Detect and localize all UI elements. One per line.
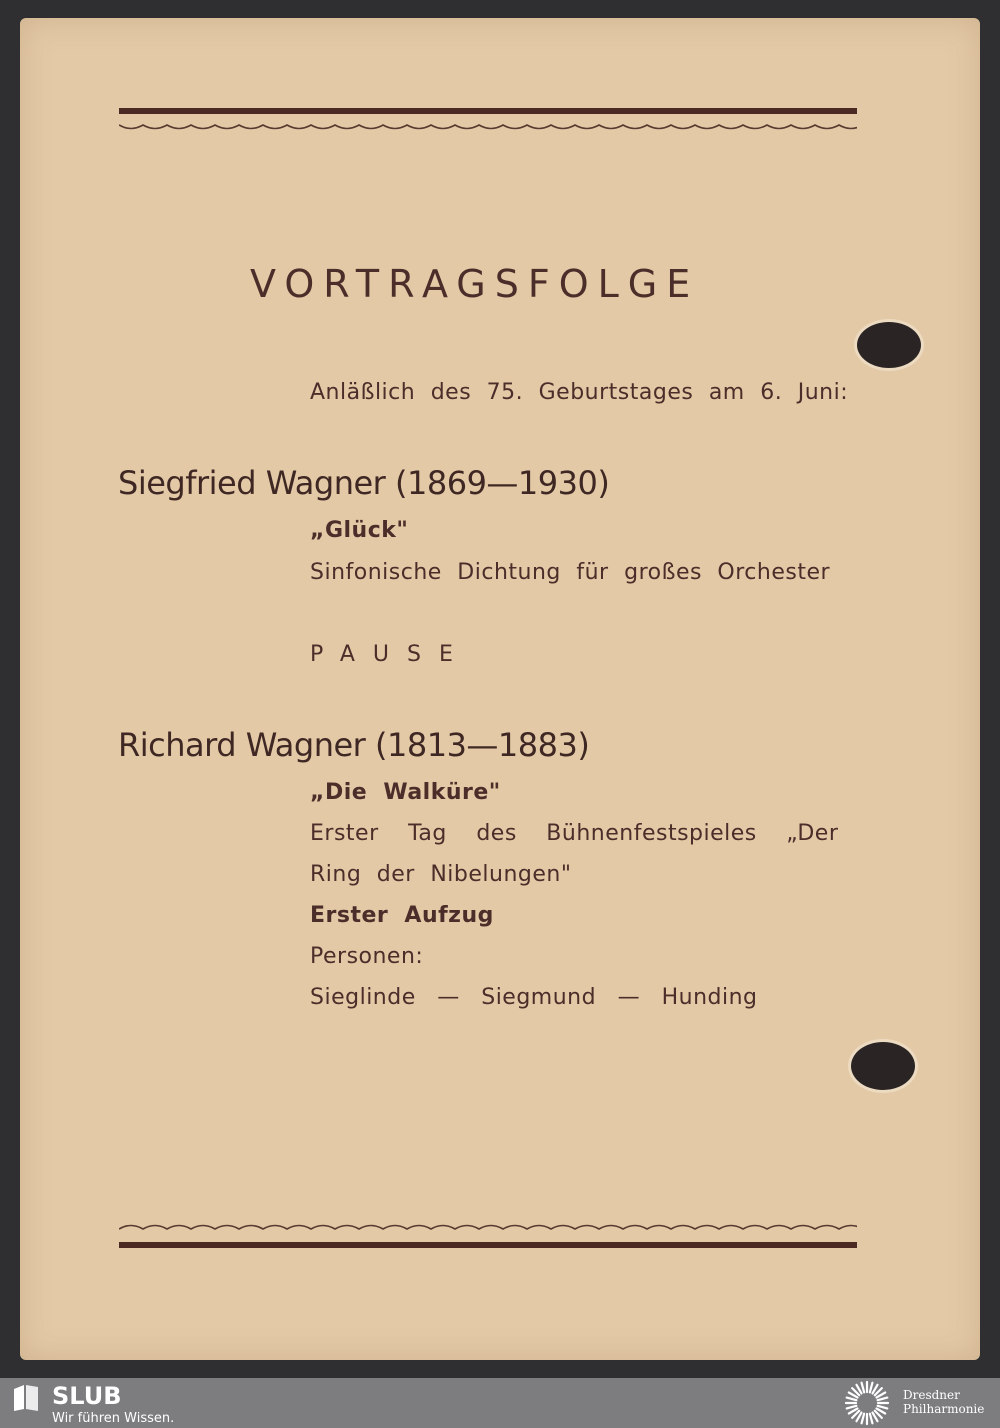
slub-logo-text: SLUB <box>52 1382 122 1410</box>
sunburst-ray <box>847 1398 857 1401</box>
program-page <box>20 18 980 1360</box>
slub-tagline: Wir führen Wissen. <box>52 1411 175 1426</box>
sunburst-ray <box>862 1383 865 1393</box>
intermission-label: PAUSE <box>310 642 471 667</box>
persons-list: Sieglinde — Siegmund — Hunding <box>310 985 758 1010</box>
sunburst-ray <box>870 1383 873 1393</box>
sunburst-ray <box>878 1406 888 1409</box>
persons-label: Personen: <box>310 944 424 969</box>
program-title: VORTRAGSFOLGE <box>250 262 700 306</box>
sunburst-ray <box>870 1414 873 1424</box>
work-description-glueck: Sinfonische Dichtung für großes Orchester <box>310 560 831 585</box>
sunburst-ray <box>862 1414 865 1424</box>
bottom-border-rule <box>119 1242 857 1248</box>
punch-hole-bottom <box>851 1042 915 1090</box>
punch-hole-top <box>857 322 921 368</box>
act-label: Erster Aufzug <box>310 903 494 928</box>
philharmonie-logo-text <box>903 1388 984 1416</box>
philharmonie-line2: Philharmonie <box>903 1402 985 1416</box>
walkuere-description-line1: Erster Tag des Bühnenfestspieles „Der <box>310 821 839 846</box>
philharmonie-line1: Dresdner <box>903 1388 960 1402</box>
footer-bar <box>0 1378 1000 1428</box>
sunburst-ray <box>878 1398 888 1401</box>
composer-richard: Richard Wagner (1813—1883) <box>118 726 590 764</box>
work-title-walkuere: „Die Walküre" <box>310 780 501 805</box>
work-title-glueck: „Glück" <box>310 518 409 543</box>
sunburst-ray <box>847 1406 857 1409</box>
composer-siegfried: Siegfried Wagner (1869—1930) <box>118 464 610 502</box>
book-icon <box>12 1383 40 1413</box>
walkuere-description-line2: Ring der Nibelungen" <box>310 862 572 887</box>
occasion-line: Anläßlich des 75. Geburtstages am 6. Juni: <box>310 380 849 405</box>
top-border-rule <box>119 108 857 114</box>
philharmonie-sunburst-icon <box>842 1380 892 1426</box>
bottom-wave-ornament <box>119 1222 857 1236</box>
top-wave-ornament <box>119 118 857 132</box>
